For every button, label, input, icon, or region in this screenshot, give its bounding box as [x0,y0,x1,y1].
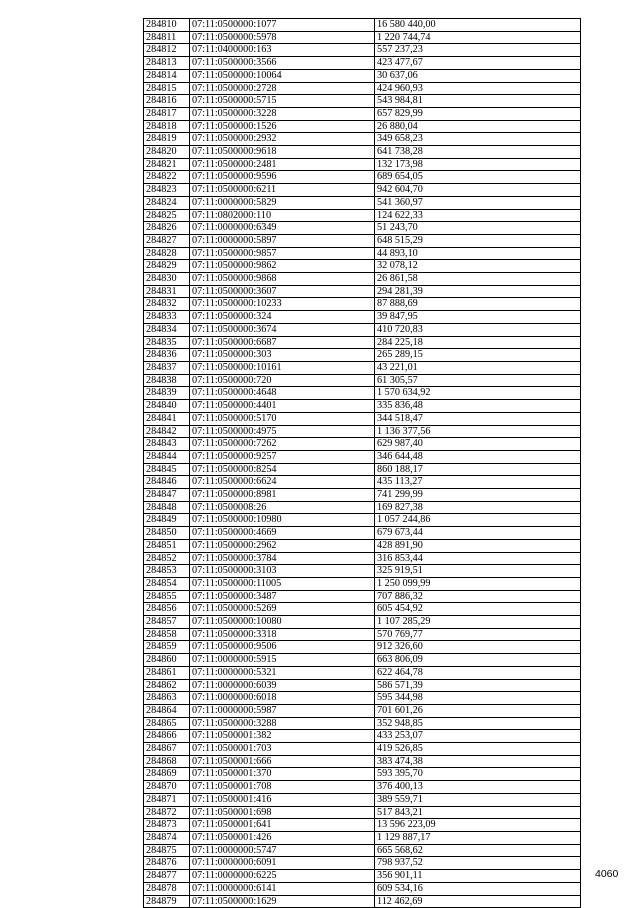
row-id-cell: 284816 [144,95,190,108]
cadastral-number-cell: 07:11:0500000:9868 [190,273,375,286]
row-id-cell: 284834 [144,323,190,336]
cadastral-number-cell: 07:11:0000000:6039 [190,679,375,692]
table-row [144,374,581,387]
table-row [144,107,581,120]
value-cell: 541 360,97 [375,196,581,209]
value-cell: 265 289,15 [375,349,581,362]
table-row [144,450,581,463]
cadastral-number-cell: 07:11:0000000:5747 [190,844,375,857]
row-id-cell: 284814 [144,69,190,82]
cadastral-number-cell: 07:11:0500001:708 [190,781,375,794]
cadastral-number-cell: 07:11:0500000:9618 [190,146,375,159]
value-cell: 648 515,29 [375,234,581,247]
table-row [144,146,581,159]
value-cell: 44 893,10 [375,247,581,260]
value-cell: 423 477,67 [375,57,581,70]
cadastral-number-cell: 07:11:0500001:698 [190,806,375,819]
table-row [144,603,581,616]
row-id-cell: 284840 [144,400,190,413]
row-id-cell: 284819 [144,133,190,146]
row-id-cell: 284870 [144,781,190,794]
row-id-cell: 284832 [144,298,190,311]
cadastral-number-cell: 07:11:0500000:4648 [190,387,375,400]
table-row [144,539,581,552]
row-id-cell: 284869 [144,768,190,781]
cadastral-number-cell: 07:11:0500000:8254 [190,463,375,476]
table-row [144,730,581,743]
table-row [144,590,581,603]
table-row [144,209,581,222]
value-cell: 860 188,17 [375,463,581,476]
cadastral-number-cell: 07:11:0000000:5915 [190,654,375,667]
table-row [144,781,581,794]
table-row [144,400,581,413]
row-id-cell: 284863 [144,692,190,705]
table-row [144,222,581,235]
cadastral-number-cell: 07:11:0500000:5715 [190,95,375,108]
row-id-cell: 284835 [144,336,190,349]
row-id-cell: 284856 [144,603,190,616]
row-id-cell: 284875 [144,844,190,857]
cadastral-number-cell: 07:11:0500000:1526 [190,120,375,133]
cadastral-number-cell: 07:11:0500000:6687 [190,336,375,349]
cadastral-number-cell: 07:11:0500000:1629 [190,895,375,908]
cadastral-number-cell: 07:11:0500000:9257 [190,450,375,463]
row-id-cell: 284813 [144,57,190,70]
cadastral-value-table [143,18,581,908]
cadastral-number-cell: 07:11:0000000:5321 [190,666,375,679]
value-cell: 39 847,95 [375,311,581,324]
table-row [144,82,581,95]
row-id-cell: 284810 [144,19,190,32]
value-cell: 701 601,26 [375,704,581,717]
value-cell: 344 518,47 [375,412,581,425]
table-row [144,387,581,400]
table-row [144,616,581,629]
value-cell: 593 395,70 [375,768,581,781]
row-id-cell: 284836 [144,349,190,362]
value-cell: 543 984,81 [375,95,581,108]
value-cell: 622 464,78 [375,666,581,679]
row-id-cell: 284822 [144,171,190,184]
cadastral-number-cell: 07:11:0500000:9596 [190,171,375,184]
cadastral-number-cell: 07:11:0500000:10233 [190,298,375,311]
cadastral-number-cell: 07:11:0500000:1077 [190,19,375,32]
table-row [144,654,581,667]
cadastral-number-cell: 07:11:0500000:11005 [190,577,375,590]
cadastral-number-cell: 07:11:0500000:5978 [190,31,375,44]
value-cell: 349 658,23 [375,133,581,146]
cadastral-number-cell: 07:11:0500000:3487 [190,590,375,603]
table-row [144,285,581,298]
table-row [144,717,581,730]
value-cell: 665 568,62 [375,844,581,857]
value-cell: 1 057 244,86 [375,514,581,527]
row-id-cell: 284847 [144,489,190,502]
value-cell: 346 644,48 [375,450,581,463]
cadastral-number-cell: 07:11:0500000:2481 [190,158,375,171]
cadastral-number-cell: 07:11:0500000:9506 [190,641,375,654]
table-body [144,19,581,908]
cadastral-number-cell: 07:11:0400000:163 [190,44,375,57]
cadastral-number-cell: 07:11:0500000:7262 [190,438,375,451]
table-row [144,120,581,133]
cadastral-number-cell: 07:11:0500000:5269 [190,603,375,616]
table-row [144,412,581,425]
cadastral-number-cell: 07:11:0500001:382 [190,730,375,743]
value-cell: 517 843,21 [375,806,581,819]
row-id-cell: 284811 [144,31,190,44]
row-id-cell: 284843 [144,438,190,451]
table-row [144,527,581,540]
table-row [144,260,581,273]
cadastral-number-cell: 07:11:0500000:3318 [190,628,375,641]
row-id-cell: 284878 [144,882,190,895]
value-cell: 433 253,07 [375,730,581,743]
row-id-cell: 284812 [144,44,190,57]
table-row [144,171,581,184]
row-id-cell: 284851 [144,539,190,552]
value-cell: 30 637,06 [375,69,581,82]
cadastral-number-cell: 07:11:0000000:5987 [190,704,375,717]
table-row [144,133,581,146]
cadastral-number-cell: 07:11:0500000:10080 [190,616,375,629]
value-cell: 87 888,69 [375,298,581,311]
value-cell: 356 901,11 [375,870,581,883]
row-id-cell: 284865 [144,717,190,730]
table-row [144,793,581,806]
table-row [144,577,581,590]
table-row [144,641,581,654]
value-cell: 595 344,98 [375,692,581,705]
page-number: 4060 [595,868,619,880]
row-id-cell: 284837 [144,361,190,374]
cadastral-number-cell: 07:11:0500000:4401 [190,400,375,413]
table-row [144,895,581,908]
cadastral-number-cell: 07:11:0500000:10064 [190,69,375,82]
row-id-cell: 284842 [144,425,190,438]
row-id-cell: 284833 [144,311,190,324]
table-row [144,704,581,717]
table-row [144,870,581,883]
cadastral-number-cell: 07:11:0500001:426 [190,832,375,845]
table-row [144,425,581,438]
table-row [144,19,581,32]
row-id-cell: 284853 [144,565,190,578]
row-id-cell: 284874 [144,832,190,845]
cadastral-number-cell: 07:11:0500000:10980 [190,514,375,527]
value-cell: 376 400,13 [375,781,581,794]
value-cell: 1 220 744,74 [375,31,581,44]
value-cell: 112 462,69 [375,895,581,908]
cadastral-number-cell: 07:11:0500000:3288 [190,717,375,730]
row-id-cell: 284861 [144,666,190,679]
table-row [144,743,581,756]
cadastral-number-cell: 07:11:0500001:666 [190,755,375,768]
value-cell: 325 919,51 [375,565,581,578]
value-cell: 294 281,39 [375,285,581,298]
value-cell: 570 769,77 [375,628,581,641]
cadastral-number-cell: 07:11:0000000:5829 [190,196,375,209]
table-row [144,552,581,565]
table-row [144,361,581,374]
table-row [144,844,581,857]
row-id-cell: 284827 [144,234,190,247]
value-cell: 798 937,52 [375,857,581,870]
row-id-cell: 284872 [144,806,190,819]
row-id-cell: 284825 [144,209,190,222]
row-id-cell: 284824 [144,196,190,209]
cadastral-number-cell: 07:11:0500000:3674 [190,323,375,336]
row-id-cell: 284849 [144,514,190,527]
value-cell: 1 136 377,56 [375,425,581,438]
row-id-cell: 284820 [144,146,190,159]
table-row [144,158,581,171]
row-id-cell: 284844 [144,450,190,463]
row-id-cell: 284828 [144,247,190,260]
cadastral-number-cell: 07:11:0500000:3228 [190,107,375,120]
table-row [144,349,581,362]
cadastral-number-cell: 07:11:0500000:10161 [190,361,375,374]
value-cell: 629 987,40 [375,438,581,451]
value-cell: 435 113,27 [375,476,581,489]
value-cell: 132 173,98 [375,158,581,171]
row-id-cell: 284839 [144,387,190,400]
value-cell: 389 559,71 [375,793,581,806]
cadastral-number-cell: 07:11:0500000:9857 [190,247,375,260]
cadastral-number-cell: 07:11:0802000:110 [190,209,375,222]
value-cell: 43 221,01 [375,361,581,374]
cadastral-number-cell: 07:11:0500000:6624 [190,476,375,489]
row-id-cell: 284860 [144,654,190,667]
row-id-cell: 284871 [144,793,190,806]
cadastral-number-cell: 07:11:0500000:4669 [190,527,375,540]
table-row [144,184,581,197]
row-id-cell: 284826 [144,222,190,235]
value-cell: 689 654,05 [375,171,581,184]
table-row [144,692,581,705]
cadastral-number-cell: 07:11:0000000:6091 [190,857,375,870]
row-id-cell: 284823 [144,184,190,197]
cadastral-number-cell: 07:11:0500000:3566 [190,57,375,70]
table-row [144,514,581,527]
value-cell: 32 078,12 [375,260,581,273]
value-cell: 419 526,85 [375,743,581,756]
value-cell: 557 237,23 [375,44,581,57]
table-row [144,489,581,502]
row-id-cell: 284848 [144,501,190,514]
value-cell: 383 474,38 [375,755,581,768]
table-row [144,819,581,832]
row-id-cell: 284850 [144,527,190,540]
value-cell: 586 571,39 [375,679,581,692]
value-cell: 641 738,28 [375,146,581,159]
row-id-cell: 284838 [144,374,190,387]
value-cell: 352 948,85 [375,717,581,730]
cadastral-number-cell: 07:11:0500000:5170 [190,412,375,425]
row-id-cell: 284841 [144,412,190,425]
value-cell: 335 836,48 [375,400,581,413]
row-id-cell: 284859 [144,641,190,654]
table-row [144,273,581,286]
table-row [144,311,581,324]
value-cell: 428 891,90 [375,539,581,552]
row-id-cell: 284845 [144,463,190,476]
row-id-cell: 284846 [144,476,190,489]
table-row [144,768,581,781]
row-id-cell: 284868 [144,755,190,768]
row-id-cell: 284815 [144,82,190,95]
value-cell: 410 720,83 [375,323,581,336]
value-cell: 679 673,44 [375,527,581,540]
table-row [144,882,581,895]
table-row [144,832,581,845]
value-cell: 424 960,93 [375,82,581,95]
value-cell: 13 596 223,09 [375,819,581,832]
value-cell: 61 305,57 [375,374,581,387]
cadastral-number-cell: 07:11:0500000:720 [190,374,375,387]
row-id-cell: 284818 [144,120,190,133]
table-row [144,679,581,692]
row-id-cell: 284852 [144,552,190,565]
row-id-cell: 284821 [144,158,190,171]
table-row [144,755,581,768]
row-id-cell: 284854 [144,577,190,590]
cadastral-number-cell: 07:11:0500000:3103 [190,565,375,578]
row-id-cell: 284877 [144,870,190,883]
cadastral-number-cell: 07:11:0500001:370 [190,768,375,781]
value-cell: 1 250 099,99 [375,577,581,590]
row-id-cell: 284855 [144,590,190,603]
value-cell: 26 861,58 [375,273,581,286]
value-cell: 1 570 634,92 [375,387,581,400]
cadastral-number-cell: 07:11:0500000:6211 [190,184,375,197]
value-cell: 912 326,60 [375,641,581,654]
cadastral-number-cell: 07:11:0500000:9862 [190,260,375,273]
row-id-cell: 284830 [144,273,190,286]
table-row [144,31,581,44]
table-row [144,69,581,82]
value-cell: 124 622,33 [375,209,581,222]
cadastral-number-cell: 07:11:0500000:324 [190,311,375,324]
row-id-cell: 284873 [144,819,190,832]
cadastral-number-cell: 07:11:0500000:303 [190,349,375,362]
table-row [144,628,581,641]
value-cell: 26 880,04 [375,120,581,133]
table-row [144,247,581,260]
cadastral-number-cell: 07:11:0500008:26 [190,501,375,514]
row-id-cell: 284829 [144,260,190,273]
value-cell: 605 454,92 [375,603,581,616]
cadastral-number-cell: 07:11:0500000:2932 [190,133,375,146]
table-row [144,463,581,476]
value-cell: 1 107 285,29 [375,616,581,629]
value-cell: 657 829,99 [375,107,581,120]
value-cell: 741 299,99 [375,489,581,502]
cadastral-number-cell: 07:11:0500000:3784 [190,552,375,565]
cadastral-number-cell: 07:11:0500001:641 [190,819,375,832]
table-row [144,476,581,489]
cadastral-number-cell: 07:11:0500000:4975 [190,425,375,438]
value-cell: 942 604,70 [375,184,581,197]
table-row [144,806,581,819]
row-id-cell: 284817 [144,107,190,120]
cadastral-number-cell: 07:11:0000000:6225 [190,870,375,883]
table-row [144,44,581,57]
value-cell: 609 534,16 [375,882,581,895]
cadastral-number-cell: 07:11:0000000:5897 [190,234,375,247]
cadastral-number-cell: 07:11:0500001:416 [190,793,375,806]
cadastral-number-cell: 07:11:0000000:6349 [190,222,375,235]
cadastral-number-cell: 07:11:0500000:3607 [190,285,375,298]
row-id-cell: 284876 [144,857,190,870]
table-row [144,565,581,578]
cadastral-number-cell: 07:11:0000000:6018 [190,692,375,705]
table-row [144,196,581,209]
cadastral-number-cell: 07:11:0500000:2962 [190,539,375,552]
table-row [144,323,581,336]
cadastral-number-cell: 07:11:0500001:703 [190,743,375,756]
table-row [144,666,581,679]
row-id-cell: 284857 [144,616,190,629]
row-id-cell: 284862 [144,679,190,692]
value-cell: 16 580 440,00 [375,19,581,32]
value-cell: 707 886,32 [375,590,581,603]
value-cell: 284 225,18 [375,336,581,349]
row-id-cell: 284866 [144,730,190,743]
value-cell: 169 827,38 [375,501,581,514]
table-row [144,501,581,514]
table-row [144,234,581,247]
row-id-cell: 284867 [144,743,190,756]
table-row [144,336,581,349]
value-cell: 316 853,44 [375,552,581,565]
row-id-cell: 284831 [144,285,190,298]
value-cell: 663 806,09 [375,654,581,667]
table-row [144,95,581,108]
row-id-cell: 284858 [144,628,190,641]
table-row [144,298,581,311]
value-cell: 51 243,70 [375,222,581,235]
cadastral-number-cell: 07:11:0000000:6141 [190,882,375,895]
value-cell: 1 129 887,17 [375,832,581,845]
row-id-cell: 284864 [144,704,190,717]
row-id-cell: 284879 [144,895,190,908]
cadastral-number-cell: 07:11:0500000:2728 [190,82,375,95]
cadastral-number-cell: 07:11:0500000:8981 [190,489,375,502]
table-row [144,857,581,870]
table-row [144,57,581,70]
table-row [144,438,581,451]
